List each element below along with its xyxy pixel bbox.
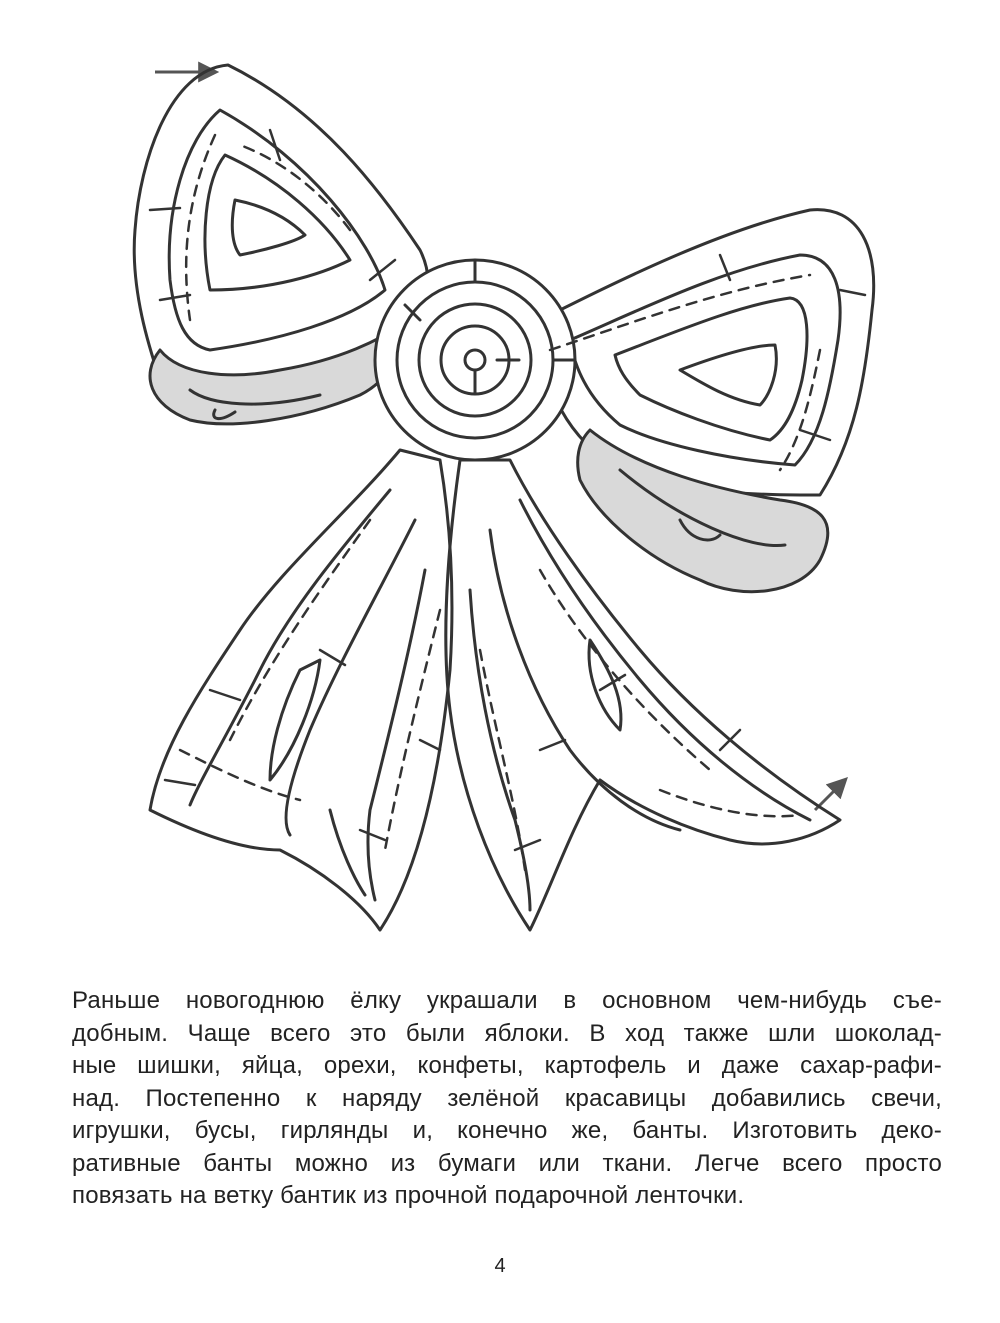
bow-maze-illustration — [120, 50, 880, 970]
paragraph — [72, 985, 942, 1213]
left-ribbon-outline — [150, 450, 452, 930]
page-number: 4 — [494, 1255, 506, 1277]
paragraph-line: ные шишки, яйца, орехи, конфеты, картофель и даже сахар-рафи- — [72, 1052, 942, 1079]
paragraph-line: Раньше новогоднюю ёлку украшали в основном чем-нибудь съе- — [72, 987, 942, 1014]
knot-outer — [375, 260, 575, 460]
paragraph-line: повязать на ветку бантик из прочной подарочной ленточки. — [72, 1182, 745, 1209]
paragraph-line: добным. Чаще всего это были яблоки. В ход также шли шоколад- — [72, 1019, 942, 1047]
paragraph-line: игрушки, бусы, гирлянды и, конечно же, банты. Изготовить деко- — [72, 1117, 942, 1144]
paragraph-line: над. Постепенно к наряду зелёной красавицы добавились свечи, — [72, 1084, 942, 1112]
paragraph-line: ративные банты можно из бумаги или ткани. Легче всего просто — [72, 1149, 942, 1177]
